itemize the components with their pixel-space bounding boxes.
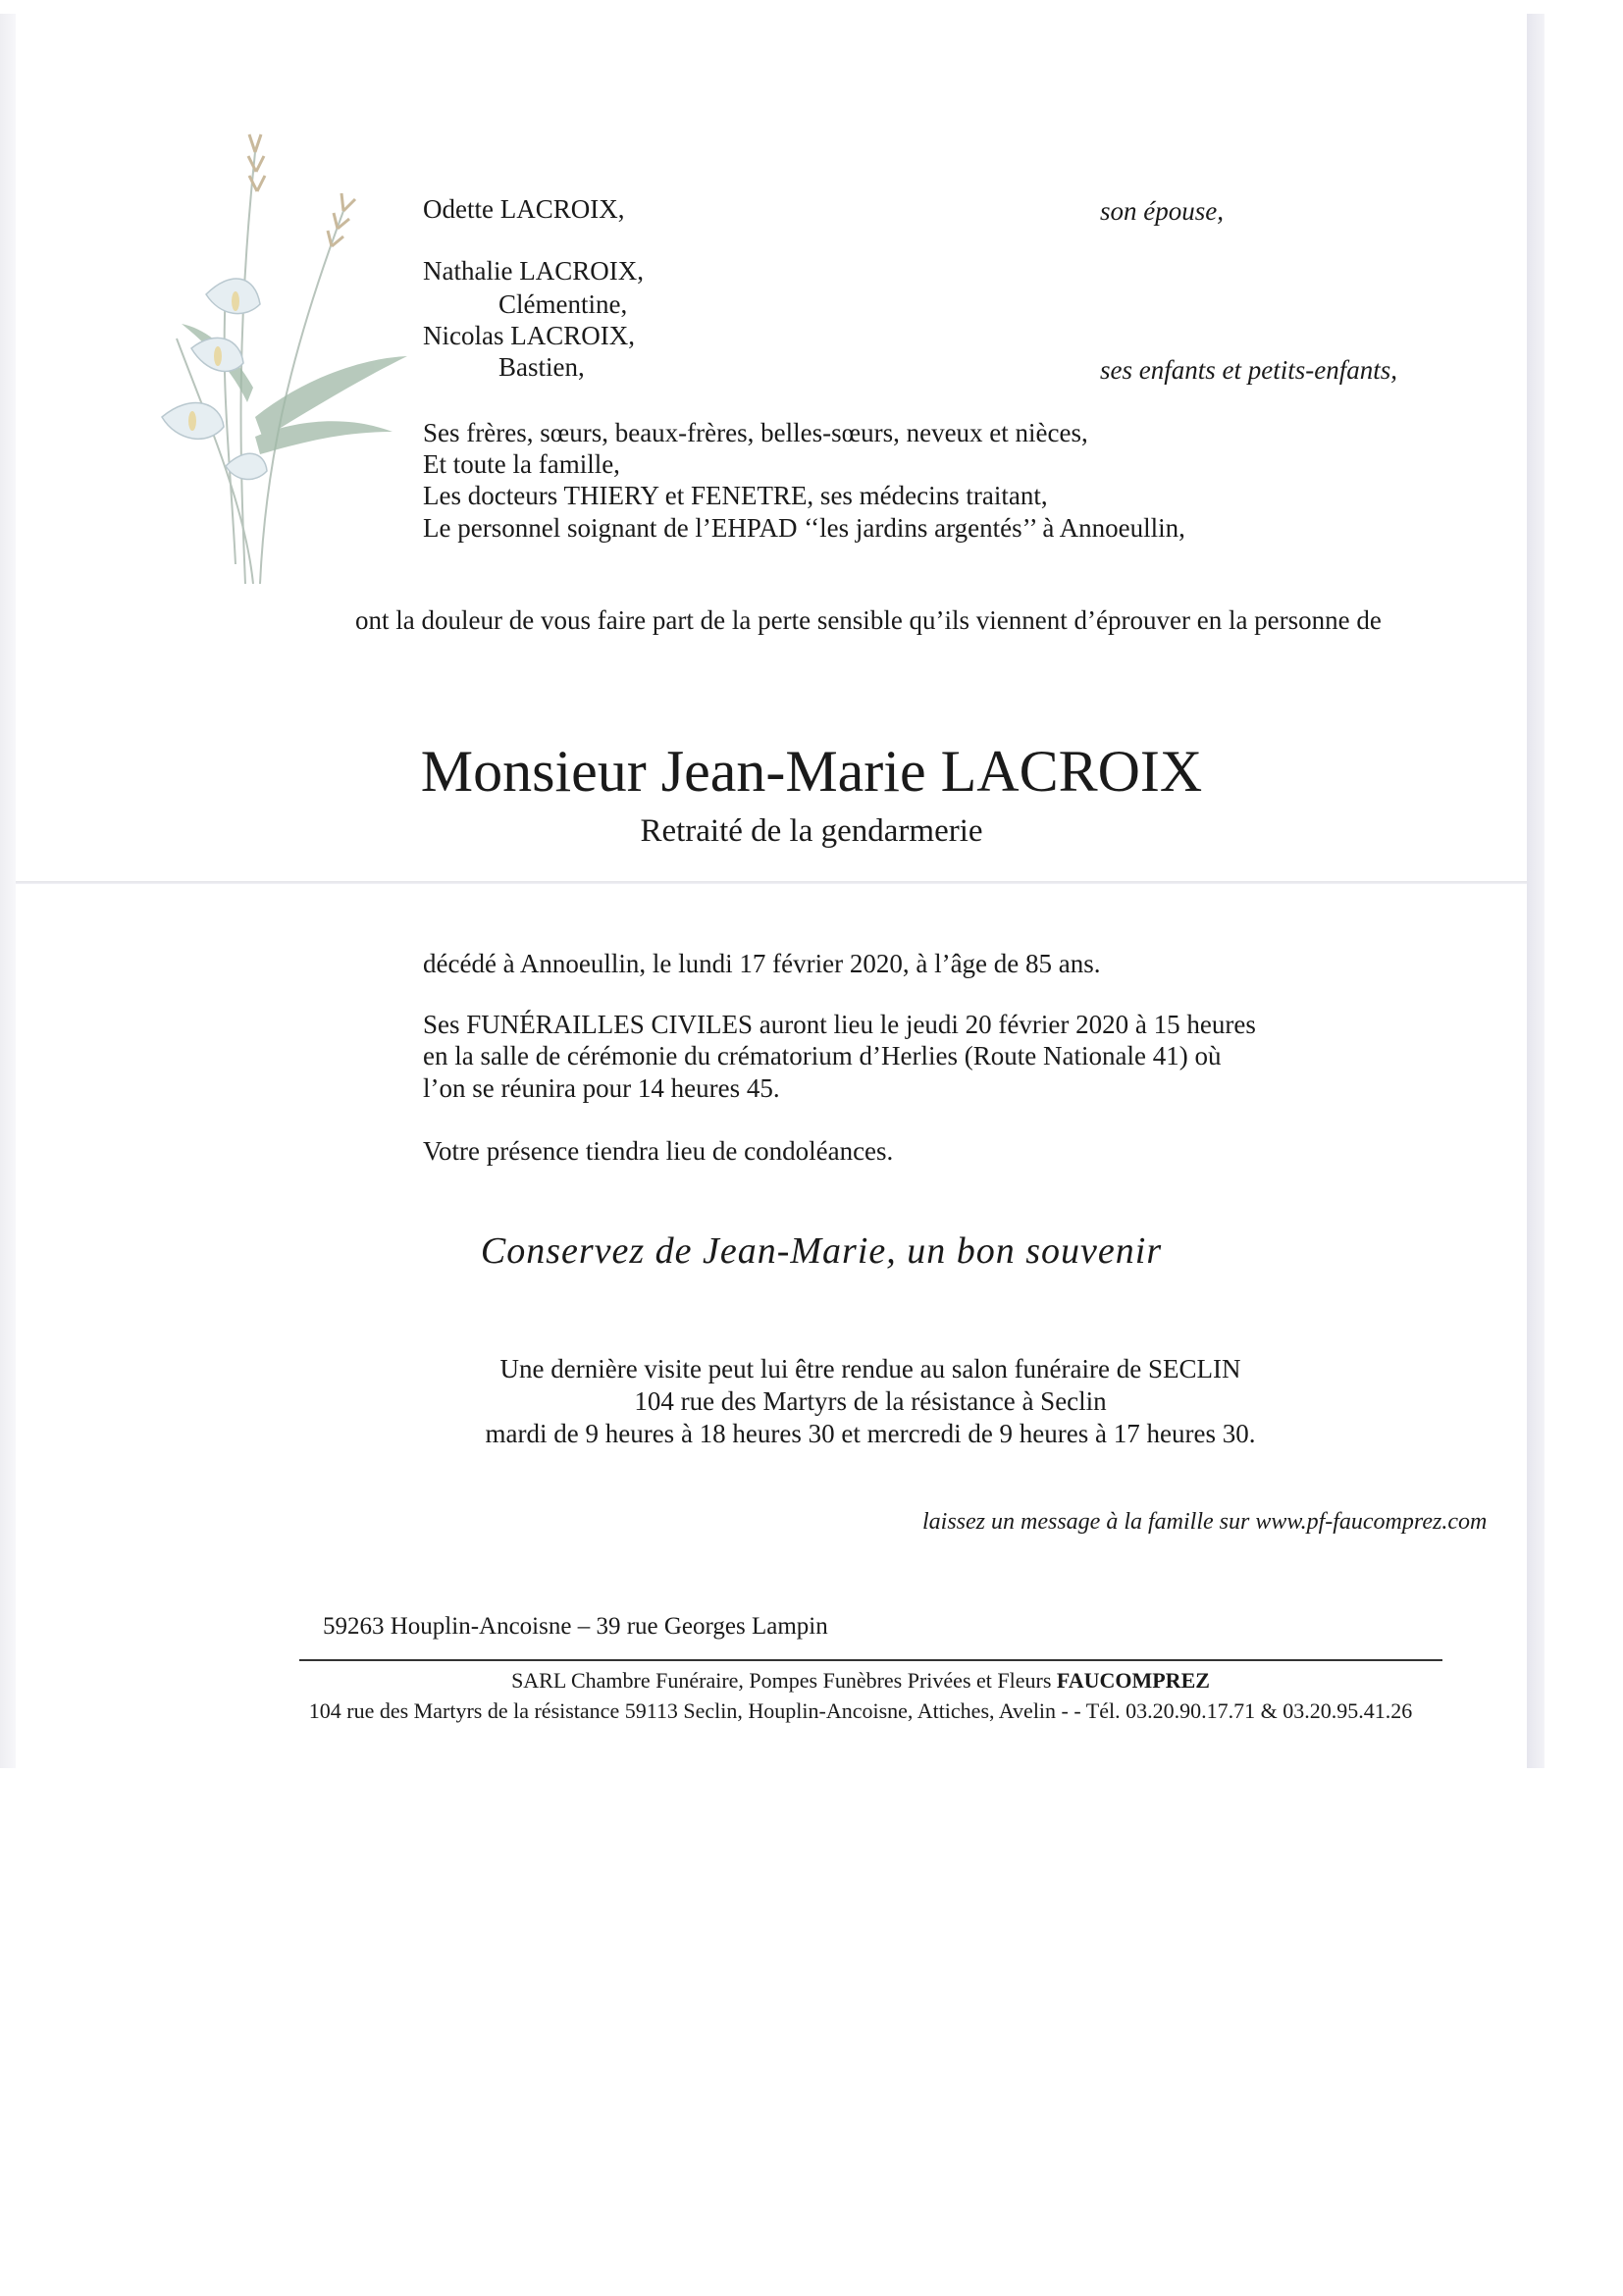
- relatives-line-2: Et toute la famille,: [423, 449, 620, 479]
- funeral-line-3: l’on se réunira pour 14 heures 45.: [423, 1073, 780, 1103]
- relatives-line-3: Les docteurs THIERY et FENETRE, ses médecins traitant,: [423, 481, 1048, 510]
- remembrance-script: Conservez de Jean-Marie, un bon souvenir: [480, 1230, 1163, 1272]
- website-message: laissez un message à la famille sur www.pf-faucomprez.com: [922, 1509, 1488, 1535]
- deceased-subtitle: Retraité de la gendarmerie: [640, 813, 983, 849]
- footer-rule: [299, 1659, 1442, 1661]
- child-2: Nicolas LACROIX,: [423, 321, 635, 350]
- relatives-line-1: Ses frères, sœurs, beaux-frères, belles-sœurs, neveux et nièces,: [423, 418, 1088, 447]
- announcement-text: ont la douleur de vous faire part de la perte sensible qu’ils viennent d’éprouver en la personne de: [355, 605, 1382, 635]
- deceased-name: Monsieur Jean-Marie LACROIX: [420, 739, 1203, 804]
- page-shadow-left: [0, 14, 16, 1768]
- child-1: Nathalie LACROIX,: [423, 256, 644, 286]
- grandchild-2: Bastien,: [498, 352, 585, 382]
- grandchild-1: Clémentine,: [498, 289, 628, 319]
- fold-line: [16, 881, 1527, 884]
- footer-contact: 104 rue des Martyrs de la résistance 59113 Seclin, Houplin-Ancoisne, Attiches, Avelin - - Tél. 03.20.90.17.71 & 03.20.95.41.26: [308, 1698, 1413, 1723]
- visit-line-2: 104 rue des Martyrs de la résistance à Seclin: [634, 1386, 1107, 1416]
- lily-wheat-illustration: [137, 93, 422, 603]
- page-shadow-right: [1527, 14, 1544, 1768]
- footer-company-brand: FAUCOMPREZ: [1056, 1668, 1210, 1693]
- agency-address: 59263 Houplin-Ancoisne – 39 rue Georges Lampin: [323, 1613, 828, 1640]
- children-relation: ses enfants et petits-enfants,: [1100, 355, 1397, 385]
- spouse-relation: son épouse,: [1100, 196, 1224, 226]
- condolences-text: Votre présence tiendra lieu de condoléances.: [423, 1136, 894, 1166]
- relatives-line-4: Le personnel soignant de l’EHPAD ‘‘les jardins argentés’’ à Annoeullin,: [423, 513, 1185, 543]
- death-notice: décédé à Annoeullin, le lundi 17 février 2020, à l’âge de 85 ans.: [423, 949, 1101, 978]
- visit-line-1: Une dernière visite peut lui être rendue au salon funéraire de SECLIN: [499, 1354, 1241, 1383]
- footer-company-prefix: SARL Chambre Funéraire, Pompes Funèbres Privées et Fleurs: [511, 1668, 1057, 1693]
- funeral-line-1: Ses FUNÉRAILLES CIVILES auront lieu le jeudi 20 février 2020 à 15 heures: [423, 1010, 1256, 1039]
- footer-company: [196, 1668, 1525, 1694]
- funeral-line-2: en la salle de cérémonie du crématorium d’Herlies (Route Nationale 41) où: [423, 1041, 1222, 1070]
- spouse-name: Odette LACROIX,: [423, 194, 625, 224]
- visit-line-3: mardi de 9 heures à 18 heures 30 et mercredi de 9 heures à 17 heures 30.: [485, 1419, 1256, 1448]
